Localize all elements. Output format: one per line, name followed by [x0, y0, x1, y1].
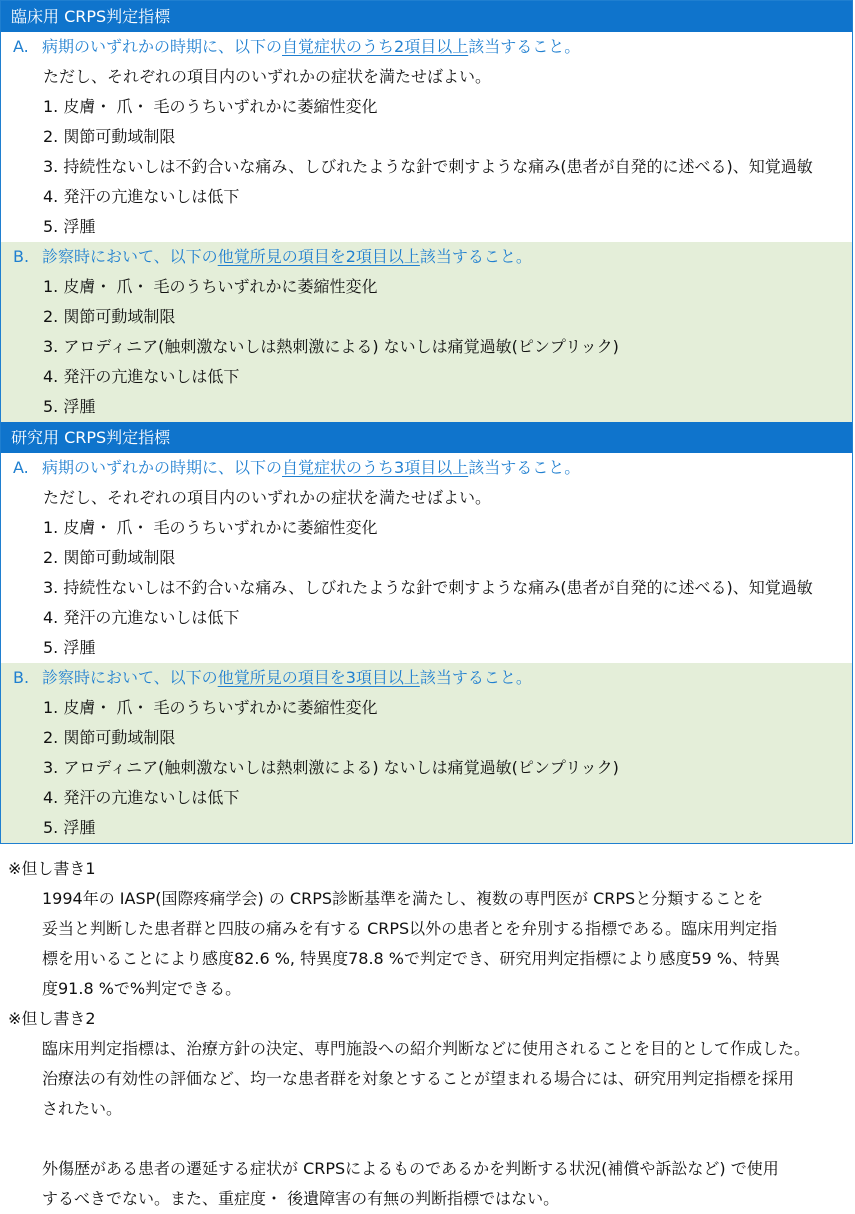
list-item: 5. 浮腫 — [43, 217, 96, 236]
lead-underlined-text: 自覚症状のうち2項目以上 — [282, 37, 469, 56]
lead-text-end: 該当すること。 — [468, 458, 581, 477]
clinical-section-b-lead — [1, 242, 852, 272]
note-1-body — [0, 884, 855, 1004]
section-marker: B. — [13, 247, 30, 266]
note-1-title: ※但し書き1 — [8, 859, 96, 878]
list-item: 3. アロディニア(触刺激ないしは熱刺激による) ないしは痛覚過敏(ピンプリック) — [43, 337, 619, 356]
research-section-a-lead — [1, 453, 852, 483]
lead-underlined-text: 他覚所見の項目を2項目以上 — [217, 247, 420, 266]
list-item: 2. 関節可動域制限 — [43, 307, 176, 326]
list-item: 1. 皮膚・ 爪・ 毛のうちいずれかに萎縮性変化 — [43, 277, 378, 296]
lead-underlined-text: 他覚所見の項目を3項目以上 — [217, 668, 420, 687]
note-line: 1994年の IASP(国際疼痛学会) の CRPS診断基準を満たし、複数の専門医が CRPSと分類することを — [42, 889, 764, 908]
list-item: 1. 皮膚・ 爪・ 毛のうちいずれかに萎縮性変化 — [43, 518, 378, 537]
note-line: 臨床用判定指標は、治療方針の決定、専門施設への紹介判断などに使用されることを目的として作成した。 — [42, 1039, 811, 1058]
note-spacer — [42, 1124, 851, 1154]
lead-text-end: 該当すること。 — [419, 668, 532, 687]
note-line: 妥当と判断した患者群と四肢の痛みを有する CRPS以外の患者とを弁別する指標である。臨床用判定指 — [42, 919, 778, 938]
list-item: 1. 皮膚・ 爪・ 毛のうちいずれかに萎縮性変化 — [43, 698, 378, 717]
research-table-header: 研究用 CRPS判定指標 — [1, 422, 852, 453]
note-line: 外傷歴がある患者の遷延する症状が CRPSによるものであるかを判断する状況(補償や訴訟など) で使用 — [42, 1159, 779, 1178]
lead-text: 病期のいずれかの時期に、以下の — [42, 458, 283, 477]
lead-text: 診察時において、以下の — [42, 247, 218, 266]
research-section-b — [1, 663, 852, 843]
clinical-table-header: 臨床用 CRPS判定指標 — [1, 1, 852, 32]
lead-text-end: 該当すること。 — [468, 37, 581, 56]
list-item: 2. 関節可動域制限 — [43, 127, 176, 146]
research-section-b-lead — [1, 663, 852, 693]
note-2-title: ※但し書き2 — [8, 1009, 96, 1028]
list-item: 4. 発汗の亢進ないしは低下 — [43, 367, 240, 386]
list-item: 3. 持続性ないしは不釣合いな痛み、しびれたような針で刺すような痛み(患者が自発的に述べる)、知覚過敏 — [43, 578, 813, 597]
section-marker: A. — [13, 37, 29, 56]
list-item: 4. 発汗の亢進ないしは低下 — [43, 187, 240, 206]
section-note: ただし、それぞれの項目内のいずれかの症状を満たせばよい。 — [43, 67, 492, 86]
note-line: 標を用いることにより感度82.6 %, 特異度78.8 %で判定でき、研究用判定指標により感度59 %、特異 — [42, 949, 781, 968]
note-line: 治療法の有効性の評価など、均一な患者群を対象とすることが望まれる場合には、研究用判定指標を採用 — [42, 1069, 795, 1088]
section-marker: B. — [13, 668, 30, 687]
notes-section — [0, 844, 855, 1214]
list-item: 4. 発汗の亢進ないしは低下 — [43, 788, 240, 807]
note-line: するべきでない。また、重症度・ 後遺障害の有無の判断指標ではない。 — [42, 1189, 560, 1208]
section-marker: A. — [13, 458, 29, 477]
list-item: 3. アロディニア(触刺激ないしは熱刺激による) ないしは痛覚過敏(ピンプリック) — [43, 758, 619, 777]
lead-underlined-text: 自覚症状のうち3項目以上 — [282, 458, 469, 477]
list-item: 5. 浮腫 — [43, 397, 96, 416]
section-note: ただし、それぞれの項目内のいずれかの症状を満たせばよい。 — [43, 488, 492, 507]
note-line: 度91.8 %で%判定できる。 — [42, 979, 242, 998]
list-item: 1. 皮膚・ 爪・ 毛のうちいずれかに萎縮性変化 — [43, 97, 378, 116]
list-item: 3. 持続性ないしは不釣合いな痛み、しびれたような針で刺すような痛み(患者が自発的に述べる)、知覚過敏 — [43, 157, 813, 176]
research-section-a — [1, 453, 852, 663]
clinical-section-a-lead — [1, 32, 852, 62]
list-item: 4. 発汗の亢進ないしは低下 — [43, 608, 240, 627]
lead-text: 診察時において、以下の — [42, 668, 218, 687]
lead-text: 病期のいずれかの時期に、以下の — [42, 37, 283, 56]
list-item: 5. 浮腫 — [43, 638, 96, 657]
list-item: 2. 関節可動域制限 — [43, 728, 176, 747]
clinical-section-a — [1, 32, 852, 242]
note-line: されたい。 — [42, 1099, 123, 1118]
note-2-body — [0, 1034, 855, 1214]
lead-text-end: 該当すること。 — [419, 247, 532, 266]
list-item: 5. 浮腫 — [43, 818, 96, 837]
list-item: 2. 関節可動域制限 — [43, 548, 176, 567]
clinical-section-b — [1, 242, 852, 422]
